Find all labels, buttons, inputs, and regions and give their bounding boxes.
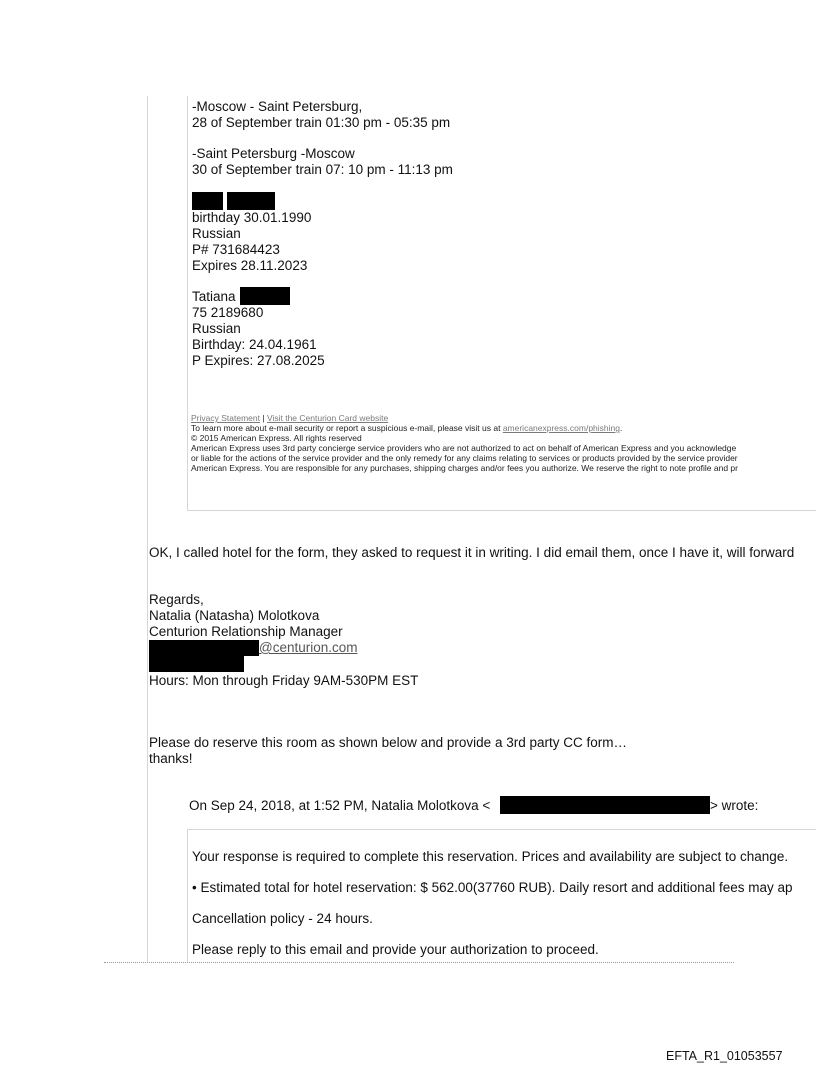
inner-quote-border xyxy=(187,96,188,510)
quoted-header-end: > wrote: xyxy=(710,798,759,813)
phishing-link[interactable]: americanexpress.com/phishing xyxy=(502,423,620,433)
document-id: EFTA_R1_01053557 xyxy=(666,1049,783,1063)
passenger2-number: 75 2189680 xyxy=(192,305,264,320)
passenger1-birthday: birthday 30.01.1990 xyxy=(192,210,312,225)
footer-security-line xyxy=(191,423,622,433)
redacted-name-last xyxy=(227,192,275,210)
passenger2-nationality: Russian xyxy=(192,321,241,336)
centurion-website-link[interactable]: Visit the Centurion Card website xyxy=(266,413,389,423)
redacted-sender-email xyxy=(500,796,710,814)
trip2-route: -Saint Petersburg -Moscow xyxy=(192,146,355,161)
quoted-header-start: On Sep 24, 2018, at 1:52 PM, Natalia Molotkova < xyxy=(189,798,491,813)
passenger2-birthday: Birthday: 24.04.1961 xyxy=(192,337,317,352)
passenger1-nationality: Russian xyxy=(192,226,241,241)
trip2-detail: 30 of September train 07: 10 pm - 11:13 pm xyxy=(192,162,453,177)
privacy-statement-link[interactable]: Privacy Statement xyxy=(191,413,260,423)
redacted-email-user xyxy=(149,640,259,656)
passenger2-first-name: Tatiana xyxy=(192,289,236,304)
page-break-line xyxy=(104,962,734,963)
footer-disclaimer-3: American Express. You are responsible for any purchases, shipping charges and/or fees you authorize. We reserve the right to note profile and pr xyxy=(191,463,738,473)
footer-disclaimer-2: or liable for the actions of the service provider and the only remedy for any claims relating to services or products provided by the service provider xyxy=(191,453,738,463)
quoted-line-2: • Estimated total for hotel reservation: $ 562.00(37760 RUB). Daily resort and additional fees may ap xyxy=(192,880,793,895)
redacted-name-first xyxy=(192,192,223,210)
quoted-line-1: Your response is required to complete this reservation. Prices and availability are subject to change. xyxy=(192,849,789,864)
quoted-message-top-border xyxy=(187,829,816,830)
inner-quote-bottom-border xyxy=(187,510,816,511)
redacted-surname xyxy=(240,287,290,305)
passenger1-passport: P# 731684423 xyxy=(192,242,280,257)
footer-link-separator: | xyxy=(262,413,265,423)
trip1-detail: 28 of September train 01:30 pm - 05:35 pm xyxy=(192,115,451,130)
signature-regards: Regards, xyxy=(149,592,204,607)
signature-title: Centurion Relationship Manager xyxy=(149,624,343,639)
quoted-message-border xyxy=(187,829,188,962)
passenger1-expires: Expires 28.11.2023 xyxy=(192,258,308,273)
request-line-2: thanks! xyxy=(149,751,193,766)
footer-links-line xyxy=(191,413,388,423)
footer-security-text: To learn more about e-mail security or report a suspicious e-mail, please visit us at xyxy=(191,423,501,433)
signature-hours: Hours: Mon through Friday 9AM-530PM EST xyxy=(149,673,419,688)
footer-copyright: © 2015 American Express. All rights reserved xyxy=(191,433,362,443)
reply-message: OK, I called hotel for the form, they asked to request it in writing. I did email them, once I have it, will forward xyxy=(149,545,795,560)
signature-email-link[interactable]: @centurion.com xyxy=(259,640,358,655)
request-line-1: Please do reserve this room as shown below and provide a 3rd party CC form… xyxy=(149,735,627,750)
footer-security-end: . xyxy=(619,423,623,433)
quoted-line-4: Please reply to this email and provide your authorization to proceed. xyxy=(192,942,599,957)
redacted-phone xyxy=(149,656,244,672)
footer-disclaimer-1: American Express uses 3rd party concierge service providers who are not authorized to act on behalf of American Express and you acknowledge xyxy=(191,443,737,453)
outer-quote-border xyxy=(147,96,148,962)
signature-name: Natalia (Natasha) Molotkova xyxy=(149,608,320,623)
trip1-route: -Moscow - Saint Petersburg, xyxy=(192,99,363,114)
passenger2-expires: P Expires: 27.08.2025 xyxy=(192,353,325,368)
quoted-line-3: Cancellation policy - 24 hours. xyxy=(192,911,373,926)
